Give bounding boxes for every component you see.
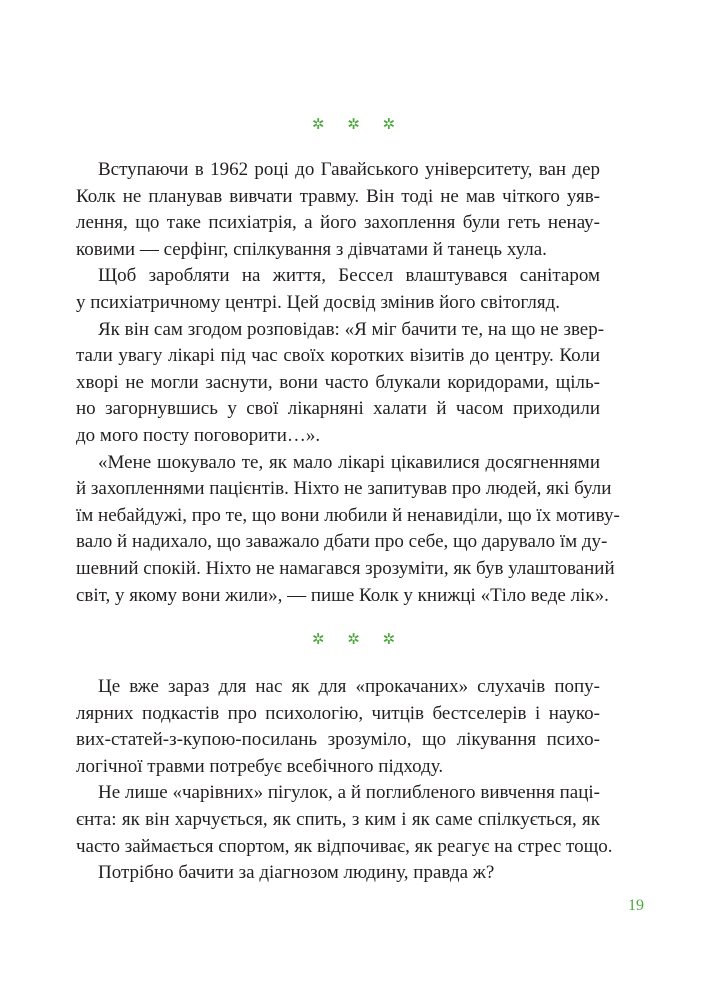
- text-section-1: [76, 157, 620, 609]
- text-section-2: [76, 674, 613, 887]
- text-line: Щоб заробляти на життя, Бессел влаштувався санітаром: [98, 265, 600, 287]
- section-divider-ornament: ✲ ✲ ✲: [311, 115, 405, 133]
- paragraph: [98, 860, 600, 887]
- text-line: часто займається спортом, як відпочиває, як реагує на стрес тощо.: [76, 835, 613, 857]
- text-line: лення, що таке психіатрія, а його захоплення були геть ненау-: [76, 212, 600, 234]
- text-line: світ, у якому вони жили», — пише Колк у книжці «Тіло веде лік».: [76, 584, 609, 606]
- text-line: Потрібно бачити за діагнозом людину, правда ж?: [98, 862, 495, 884]
- text-line: Не лише «чарівних» пігулок, а й поглибленого вивчення паці-: [98, 782, 600, 804]
- text-line: й захопленнями пацієнтів. Ніхто не запитував про людей, які були: [76, 478, 612, 500]
- text-line: Вступаючи в 1962 році до Гавайського університету, ван дер: [98, 159, 600, 180]
- text-line: Колк не планував вивчати травму. Він тоді не мав чіткого уяв-: [76, 185, 600, 207]
- text-line: їм небайдужі, про те, що вони любили й ненавиділи, що їх мотиву-: [76, 504, 620, 526]
- text-line: тали увагу лікарі під час своїх коротких візитів до центру. Коли: [76, 345, 600, 367]
- text-line: Це вже зараз для нас як для «прокачаних» слухачів попу-: [98, 676, 600, 697]
- text-line: до мого посту поговорити…».: [76, 424, 321, 446]
- section-divider-ornament: ✲ ✲ ✲: [311, 630, 405, 648]
- paragraph: [76, 780, 613, 860]
- text-line: хворі не могли заснути, вони часто блукали коридорами, щіль-: [76, 371, 600, 393]
- text-line: лярних подкастів про психологію, читців бестселерів і науко-: [76, 702, 600, 724]
- paragraph: [76, 450, 620, 610]
- paragraph: [76, 263, 600, 316]
- text-line: Як він сам згодом розповідав: «Я міг бачити те, на що не звер-: [98, 318, 605, 340]
- text-line: «Мене шокувало те, як мало лікарі цікавилися досягненнями: [98, 451, 600, 473]
- text-line: шевний спокій. Ніхто не намагався зрозуміти, як був улаштований: [76, 557, 615, 579]
- text-line: но загорнувшись у свої лікарняні халати й часом приходили: [76, 398, 600, 420]
- text-line: вих-статей-з-купою-посилань зрозуміло, що лікування психо-: [76, 729, 600, 751]
- paragraph: [76, 674, 600, 780]
- text-line: логічної травми потребує всебічного підходу.: [76, 755, 444, 777]
- paragraph: [76, 317, 605, 450]
- page-number: 19: [628, 897, 644, 914]
- paragraph: [76, 157, 600, 263]
- text-line: єнта: як він харчується, як спить, з ким і як саме спілкується, як: [76, 808, 600, 830]
- text-line: вало й надихало, що заважало дбати про себе, що дарувало їм ду-: [76, 531, 608, 553]
- text-line: ковими — серфінг, спілкування з дівчатами й танець хула.: [76, 238, 547, 260]
- text-line: у психіатричному центрі. Цей досвід змінив його світогляд.: [76, 291, 561, 313]
